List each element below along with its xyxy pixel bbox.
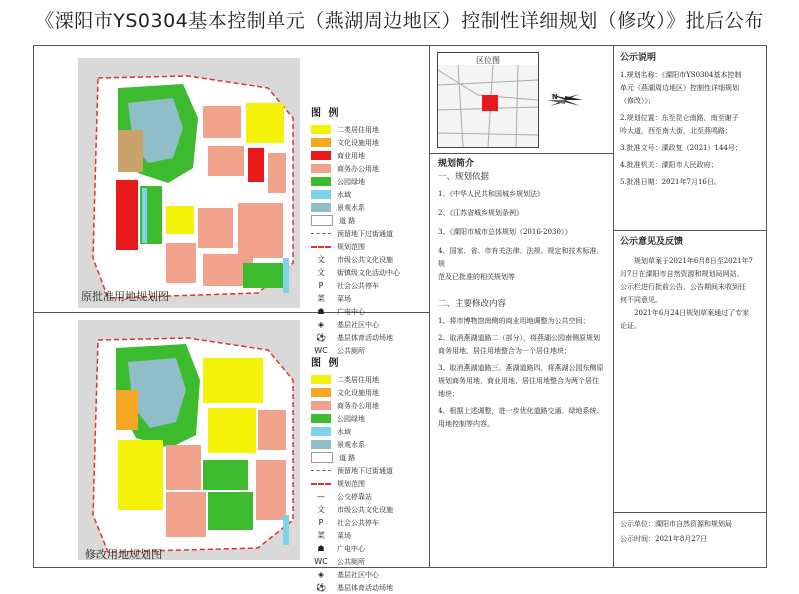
notice-panel [620, 52, 762, 189]
legend-row [311, 175, 400, 188]
legend-row [311, 266, 400, 279]
location-map-box [437, 52, 539, 148]
sports-icon: ⚽ [316, 333, 326, 342]
legend-row [311, 149, 400, 162]
list-item: 单元（燕湖周边地区）控制性详细规划 [620, 84, 739, 92]
broadcast-icon: ☗ [317, 307, 325, 316]
revised-map-caption: 修改用地规划图 [85, 548, 162, 561]
legend-row [311, 136, 400, 149]
legend-label: 市级公共文化设施 [337, 255, 393, 264]
legend-label: 基层体育活动场地 [337, 583, 393, 592]
legend-label: 菜场 [337, 531, 351, 540]
legend-row [311, 386, 393, 399]
swatch [311, 388, 331, 397]
legend-label: 社会公共停车 [337, 281, 379, 290]
legend-label: 公共厕所 [337, 557, 365, 566]
parking-icon: P [318, 281, 324, 290]
legend-row [311, 542, 393, 555]
list-item: 4、根据上述调整，进一步优化道路交通、绿地系统、 [438, 407, 604, 415]
legend-row [311, 318, 400, 331]
paragraph-line: 何不同意见。 [620, 296, 662, 304]
legend-row [311, 331, 400, 344]
legend-label: 景观水系 [337, 440, 365, 449]
swatch [311, 164, 331, 173]
list-item: 3、取消燕湖道路三、燕湖道路四，将燕湖公园东侧原 [438, 364, 604, 372]
legend-label: 市级公共文化设施 [337, 505, 393, 514]
publish-unit: 公示单位：溧阳市自然资源和规划局 [620, 520, 732, 528]
legend-row [311, 201, 400, 214]
legend-label: 预留地下过街通道 [337, 466, 393, 475]
legend-label: 商务办公用地 [337, 401, 379, 410]
swatch [311, 375, 331, 384]
legend-row [311, 477, 393, 490]
legend-row [311, 490, 393, 503]
list-item: 范及已批准的相关规划等 [438, 273, 515, 281]
list-item: 2.规划位置：东至昆仑南路，南至谢子 [620, 114, 739, 122]
legend-row [311, 425, 393, 438]
swatch [311, 470, 331, 471]
legend-row [311, 581, 393, 594]
legend-row [311, 253, 400, 266]
paragraph-line: 论证。 [620, 322, 641, 330]
legend-label: 商务办公用地 [337, 164, 379, 173]
legend-label: 预留地下过街通道 [337, 229, 393, 238]
swatch [311, 151, 331, 160]
list-item: 3、《溧阳市城市总体规划（2016-2030）》 [438, 228, 572, 236]
section2-title: 二、主要修改内容 [438, 299, 507, 309]
list-item: 用地控制等内容。 [438, 420, 494, 428]
divider-location [429, 153, 614, 154]
legend-row [311, 240, 400, 253]
revised-legend-title: 图 例 [311, 358, 341, 369]
legend-row [311, 568, 393, 581]
toilet-icon: WC [314, 346, 328, 355]
market-icon: 菜 [317, 531, 325, 540]
list-item: 2、取消燕湖道路二（部分），将燕湖公园南侧原规划 [438, 334, 600, 342]
list-item: 商务用地、居住用地整合为一个居住地块； [438, 347, 571, 355]
legend-row [311, 214, 400, 227]
list-item: 地块； [438, 390, 459, 398]
publish-time: 公示时间：2021年8月27日 [620, 535, 708, 543]
legend-label: 社会公共停车 [337, 518, 379, 527]
page-title: 《溧阳市YS0304基本控制单元（燕湖周边地区）控制性详细规划（修改）》批后公布 [35, 10, 764, 32]
legend-label: 广电中心 [337, 307, 365, 316]
legend-row [311, 292, 400, 305]
legend-label: 二类居住用地 [337, 375, 379, 384]
paragraph-line: 月7日在溧阳市自然资源和规划局网站、 [620, 270, 744, 278]
legend-label: 道 路 [339, 453, 356, 462]
swatch [311, 440, 331, 449]
legend-row [311, 373, 393, 386]
legend-label: 景观水系 [337, 203, 365, 212]
legend-row [311, 188, 400, 201]
list-item: 2、《江苏省城乡规划条例》 [438, 209, 523, 217]
revised-legend [311, 354, 393, 594]
swatch [311, 190, 331, 199]
swatch [311, 138, 331, 147]
legend-row [311, 123, 400, 136]
original-map-caption: 原批准用地规划图 [81, 290, 169, 303]
paragraph-line: 公示栏进行批前公告，公告期间未收到任 [620, 283, 746, 291]
legend-label: 公交停靠站 [337, 492, 372, 501]
swatch [311, 246, 331, 248]
legend-row [311, 305, 400, 318]
list-item: 规划商务用地、商业用地、居住用地整合为两个居住 [438, 377, 599, 385]
culture-icon: 文 [317, 255, 325, 264]
legend-label: 公共厕所 [337, 346, 365, 355]
feedback-heading: 公示意见及反馈 [620, 237, 684, 247]
divider-right [613, 45, 614, 567]
location-map-title: 区位图 [476, 56, 500, 65]
culture-icon: 文 [317, 505, 325, 514]
legend-label: 商业用地 [337, 151, 365, 160]
section1-list [438, 188, 610, 284]
market-icon: 菜 [317, 294, 325, 303]
swatch [311, 177, 331, 186]
legend-label: 基层体育活动场地 [337, 333, 393, 342]
legend-row [311, 464, 393, 477]
culture-center-icon: 文 [317, 268, 325, 277]
bus-stop-icon: — [317, 492, 325, 501]
list-item: 4.批准机关：溧阳市人民政府； [620, 161, 718, 169]
legend-label: 基层社区中心 [337, 570, 379, 579]
legend-row [311, 399, 393, 412]
divider-left [429, 45, 430, 567]
legend-label: 菜场 [337, 294, 351, 303]
paragraph-line: 2021年6月24日规划草案通过了专家 [634, 309, 750, 317]
legend-label: 规划范围 [337, 479, 365, 488]
broadcast-icon: ☗ [317, 544, 325, 553]
legend-label: 街镇级文化活动中心 [337, 268, 400, 277]
sports-icon: ⚽ [316, 583, 326, 592]
footer-panel [620, 518, 762, 546]
parking-icon: P [318, 518, 324, 527]
legend-label: 公园绿地 [337, 414, 365, 423]
legend-label: 基层社区中心 [337, 320, 379, 329]
revised-landuse-map [78, 320, 300, 560]
legend-label: 二类居住用地 [337, 125, 379, 134]
list-item: 5.批准日期：2021年7月16日。 [620, 178, 721, 186]
legend-row [311, 529, 393, 542]
feedback-panel [620, 236, 762, 333]
original-legend [311, 104, 400, 357]
list-item: 3.批准文号：溧政复（2021）144号； [620, 144, 742, 152]
legend-row [311, 412, 393, 425]
legend-row [311, 516, 393, 529]
north-label: N [552, 93, 558, 101]
section2-list [438, 315, 610, 431]
original-landuse-map [78, 58, 300, 308]
swatch [311, 401, 331, 410]
legend-label: 文化设施用地 [337, 388, 379, 397]
legend-row [311, 227, 400, 240]
divider-notice [613, 230, 766, 231]
legend-label: 广电中心 [337, 544, 365, 553]
swatch [311, 215, 333, 226]
list-item: 1、《中华人民共和国城乡规划法》 [438, 190, 544, 198]
legend-label: 道 路 [339, 216, 356, 225]
legend-label: 公园绿地 [337, 177, 365, 186]
swatch [311, 414, 331, 423]
notice-heading: 公示说明 [620, 53, 657, 63]
swatch [311, 452, 333, 463]
swatch [311, 233, 331, 234]
description-heading: 规划简介 [438, 159, 475, 169]
original-legend-title: 图 例 [311, 108, 341, 119]
swatch [311, 483, 331, 485]
divider-footer [613, 512, 766, 513]
legend-row [311, 503, 393, 516]
list-item: 1、将市博物馆南侧的商业用地调整为公共空间； [438, 317, 590, 325]
list-item: 4、国家、省、市有关法律、法规、规定和技术标准、规 [438, 247, 604, 268]
legend-row [311, 555, 393, 568]
swatch [311, 427, 331, 436]
paragraph-line: 规划草案于2021年6月8日至2021年7 [634, 257, 753, 265]
section1-title: 一、规划依据 [438, 172, 490, 182]
swatch [311, 203, 331, 212]
legend-row [311, 279, 400, 292]
planning-description [438, 158, 610, 431]
community-icon: ◈ [317, 320, 325, 329]
legend-label: 规划范围 [337, 242, 365, 251]
swatch [311, 125, 331, 134]
list-item: （修改）》； [620, 97, 655, 105]
legend-label: 水域 [337, 190, 351, 199]
list-item: 1.规划名称：《溧阳市YS0304基本控制 [620, 71, 742, 79]
toilet-icon: WC [314, 557, 328, 566]
legend-label: 文化设施用地 [337, 138, 379, 147]
list-item: 吟大道，西至南大街，北至燕鸣路； [620, 127, 732, 135]
community-icon: ◈ [317, 570, 325, 579]
legend-label: 水域 [337, 427, 351, 436]
legend-row [311, 438, 393, 451]
north-arrow-icon [545, 82, 585, 118]
legend-row [311, 451, 393, 464]
legend-row [311, 162, 400, 175]
location-map [438, 65, 538, 147]
